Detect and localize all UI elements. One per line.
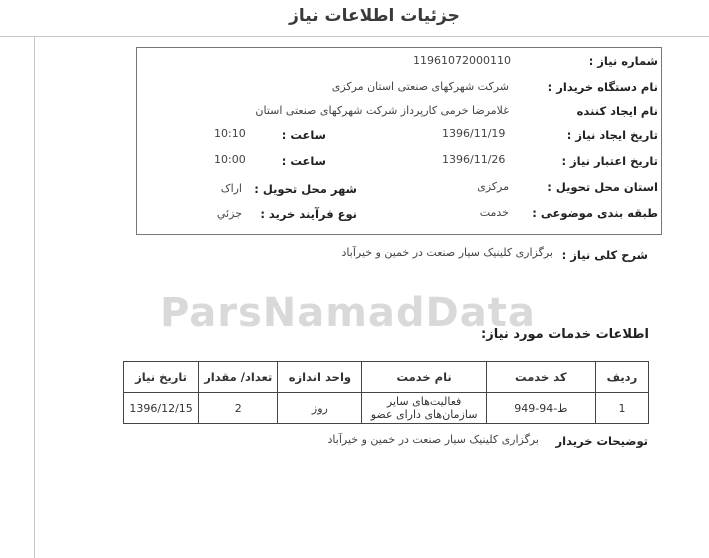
- services-table-header-row: [124, 362, 649, 393]
- left-frame-line: [34, 36, 35, 558]
- cell-unit: روز: [278, 393, 362, 424]
- header-unit: واحد اندازه: [278, 362, 362, 393]
- validity-date-label: تاریخ اعتبار نیاز :: [561, 154, 658, 168]
- buyer-notes-text: برگزاری کلینیک سیار صنعت در خمین و خیرآباد: [327, 433, 539, 446]
- cell-service-name: فعالیت‌های سایر سازمان‌های دارای عضو: [362, 393, 486, 424]
- creator-label: نام ایجاد کننده: [576, 104, 658, 118]
- cell-quantity: 2: [199, 393, 278, 424]
- delivery-province-label: استان محل تحویل :: [547, 180, 658, 194]
- delivery-city-value: اراک: [220, 182, 242, 195]
- title-divider: [0, 36, 709, 37]
- services-section-title: اطلاعات خدمات مورد نیاز:: [481, 327, 649, 342]
- process-type-value: جزئي: [216, 207, 242, 220]
- header-service-name: نام خدمت: [362, 362, 486, 393]
- watermark-text: ParsNamadData: [160, 290, 536, 336]
- category-value: خدمت: [479, 206, 509, 219]
- validity-date-value: 1396/11/26: [442, 153, 506, 166]
- need-number-value: 11961072000110: [413, 54, 511, 67]
- created-date-label: تاریخ ایجاد نیاز :: [566, 128, 658, 142]
- header-row-number: ردیف: [595, 362, 648, 393]
- category-label: طبقه بندی موضوعی :: [532, 206, 658, 220]
- summary-text: برگزاری کلینیک سیار صنعت در خمین و خیرآباد: [341, 246, 553, 259]
- validity-time-value: 10:00: [214, 153, 246, 166]
- process-type-label: نوع فرآیند خرید :: [260, 207, 357, 221]
- created-date-value: 1396/11/19: [442, 127, 506, 140]
- header-quantity: تعداد/ مقدار: [199, 362, 278, 393]
- need-number-label: شماره نیاز :: [588, 54, 658, 68]
- cell-service-code: ط-94-949: [486, 393, 595, 424]
- table-row: [124, 393, 649, 424]
- header-need-date: تاریخ نیاز: [124, 362, 199, 393]
- buyer-org-value: شرکت شهرکهای صنعتی استان مرکزی: [331, 80, 509, 93]
- header-service-code: کد خدمت: [486, 362, 595, 393]
- page-title: جزئیات اطلاعات نیاز: [289, 6, 460, 26]
- created-time-label: ساعت :: [281, 128, 326, 142]
- cell-need-date: 1396/12/15: [124, 393, 199, 424]
- validity-time-label: ساعت :: [281, 154, 326, 168]
- summary-label: شرح کلی نیاز :: [561, 248, 648, 262]
- services-table: [123, 361, 649, 424]
- created-time-value: 10:10: [214, 127, 246, 140]
- buyer-notes-label: توضیحات خریدار: [555, 434, 648, 448]
- creator-value: غلامرضا خرمی کارپرداز شرکت شهرکهای صنعتی استان: [255, 104, 509, 117]
- delivery-province-value: مرکزی: [477, 180, 509, 193]
- delivery-city-label: شهر محل تحویل :: [254, 182, 357, 196]
- buyer-org-label: نام دستگاه خریدار :: [547, 80, 658, 94]
- cell-row-number: 1: [595, 393, 648, 424]
